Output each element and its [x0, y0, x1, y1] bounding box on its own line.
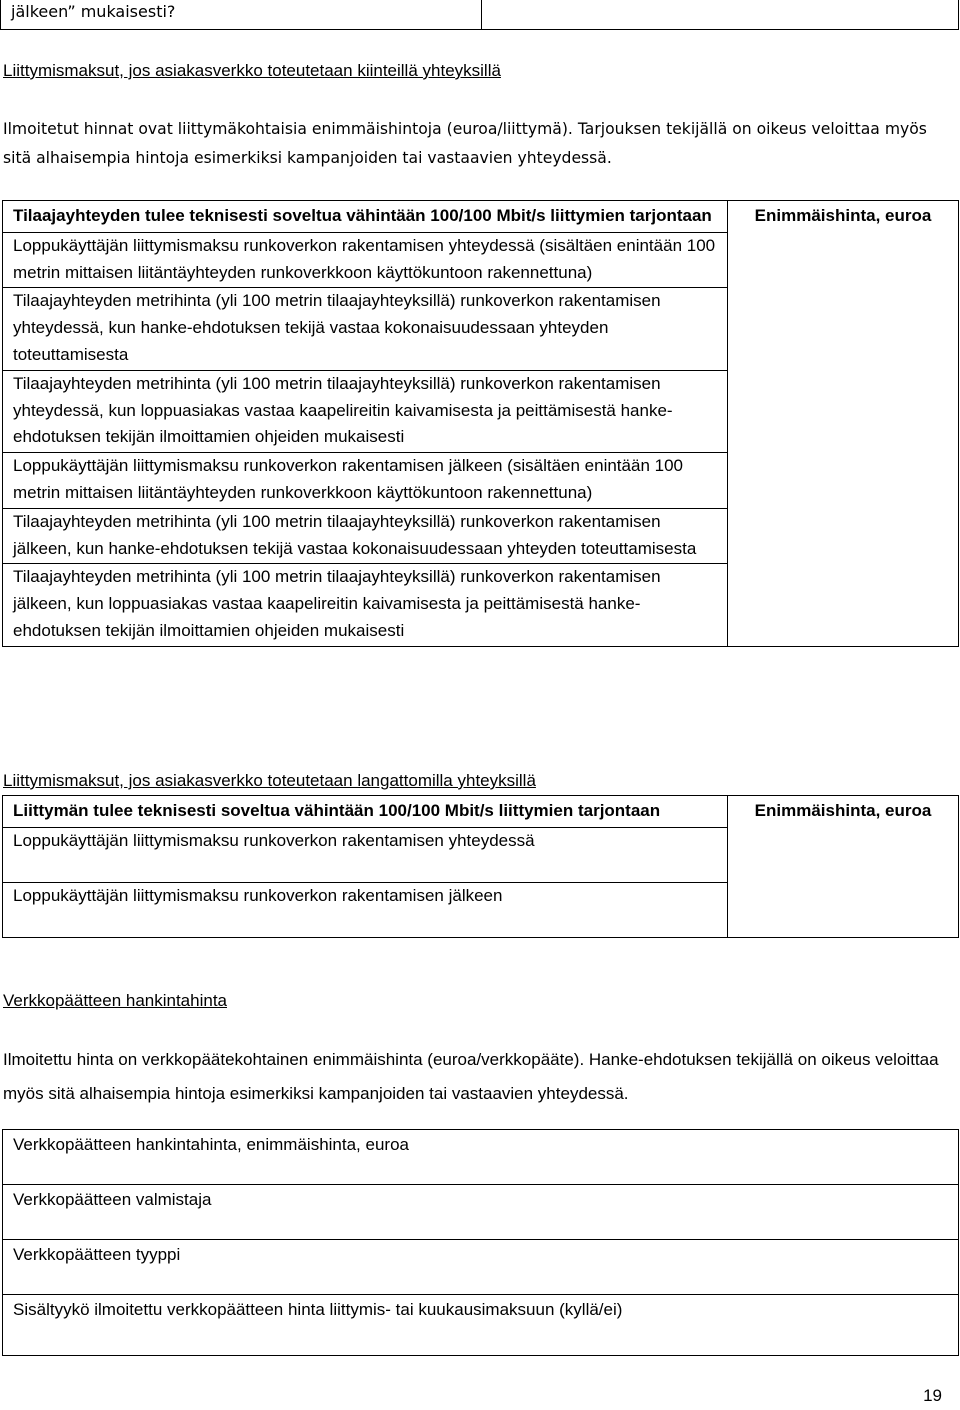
terminal-table-row: [3, 1130, 959, 1185]
wireless-row-label: Loppukäyttäjän liittymismaksu runkoverkon rakentamisen yhteydessä: [13, 830, 535, 850]
previous-table-fragment: [0, 0, 959, 30]
section-heading-terminal: Verkkopäätteen hankintahinta: [3, 991, 228, 1010]
terminal-table-row: [3, 1295, 959, 1356]
terminal-table-row: [3, 1185, 959, 1240]
fixed-price-column: [728, 201, 959, 647]
fixed-row-label: Tilaajayhteyden metrihinta (yli 100 metrin tilaajayhteyksillä) runkoverkon rakentamisen jälkeen, kun loppuasiakas vastaa kaapelireitin kaivamisesta ja peittämisestä hanke-ehdotuksen tekijän ilmoittamien ohjeiden mukaisesti: [13, 567, 661, 640]
fixed-connection-price-table: [2, 200, 959, 647]
fixed-row-label: Tilaajayhteyden metrihinta (yli 100 metrin tilaajayhteyksillä) runkoverkon rakentamisen jälkeen, kun hanke-ehdotuksen tekijä vastaa kokonaisuudessaan yhteyden toteuttamisesta: [13, 511, 697, 558]
terminal-row-label: Verkkopäätteen tyyppi: [13, 1245, 181, 1264]
wireless-table-header: [3, 796, 728, 828]
fixed-table-header: [3, 201, 728, 233]
fixed-table-row: [3, 564, 728, 646]
fixed-table-row: [3, 232, 728, 288]
page-number: 19: [923, 1386, 942, 1405]
wireless-price-column: [728, 796, 959, 938]
wireless-row-label: Loppukäyttäjän liittymismaksu runkoverkon rakentamisen jälkeen: [13, 885, 503, 905]
section-heading-fixed: Liittymismaksut, jos asiakasverkko toteutetaan kiinteillä yhteyksillä: [3, 61, 501, 80]
wireless-table-header-text: Liittymän tulee teknisesti soveltua vähintään 100/100 Mbit/s liittymien tarjontaan: [13, 801, 661, 820]
fixed-table-row: [3, 370, 728, 452]
terminal-row-label: Verkkopäätteen hankintahinta, enimmäishinta, euroa: [13, 1135, 409, 1154]
wireless-connection-price-table: [2, 795, 959, 938]
section-intro-fixed: Ilmoitetut hinnat ovat liittymäkohtaisia enimmäishintoja (euroa/liittymä). Tarjouksen tekijällä on oikeus veloittaa myös sitä alhaisempia hintoja esimerkiksi kampanjoiden tai vastaavien yhteydessä.: [3, 120, 927, 167]
terminal-row-label: Sisältyykö ilmoitettu verkkopäätteen hinta liittymis- tai kuukausimaksuun (kyllä/ei): [13, 1300, 623, 1319]
terminal-info-table: [2, 1129, 959, 1356]
section-heading-wireless: Liittymismaksut, jos asiakasverkko toteutetaan langattomilla yhteyksillä: [3, 771, 536, 790]
fixed-row-label: Loppukäyttäjän liittymismaksu runkoverkon rakentamisen jälkeen (sisältäen enintään 100 metrin mittaisen liitäntäyhteyden runkoverkkoon käyttökuntoon rakennettuna): [13, 456, 683, 502]
fixed-table-header-text: Tilaajayhteyden tulee teknisesti soveltua vähintään 100/100 Mbit/s liittymien tarjontaan: [13, 206, 712, 225]
terminal-table-row: [3, 1240, 959, 1295]
wireless-price-header-text: Enimmäishinta, euroa: [754, 801, 932, 820]
previous-question-text: jälkeen” mukaisesti?: [11, 2, 176, 21]
fixed-table-row: [3, 288, 728, 370]
section-intro-terminal: Ilmoitettu hinta on verkkopäätekohtainen enimmäishinta (euroa/verkkopääte). Hanke-ehdotuksen tekijällä on oikeus veloittaa myös sitä alhaisempia hintoja esimerkiksi kampanjoiden tai vastaavien yhteydessä.: [3, 1050, 939, 1103]
previous-table-cell: [1, 0, 482, 29]
fixed-table-row: [3, 508, 728, 564]
fixed-table-row: [3, 453, 728, 509]
fixed-row-label: Tilaajayhteyden metrihinta (yli 100 metrin tilaajayhteyksillä) runkoverkon rakentamisen yhteydessä, kun hanke-ehdotuksen tekijä vastaa kokonaisuudessaan yhteyden toteuttamisesta: [13, 291, 661, 364]
wireless-table-row: [3, 827, 728, 882]
fixed-row-label: Loppukäyttäjän liittymismaksu runkoverkon rakentamisen yhteydessä (sisältäen enintään 100 metrin mittaisen liitäntäyhteyden runkoverkkoon käyttökuntoon rakennettuna): [13, 235, 716, 282]
fixed-price-header-text: Enimmäishinta, euroa: [754, 206, 932, 225]
fixed-row-label: Tilaajayhteyden metrihinta (yli 100 metrin tilaajayhteyksillä) runkoverkon rakentamisen yhteydessä, kun loppuasiakas vastaa kaapelireitin kaivamisesta ja peittämisestä hanke-ehdotuksen tekijän ilmoittamien ohjeiden mukaisesti: [13, 373, 673, 447]
wireless-table-row: [3, 882, 728, 937]
terminal-row-label: Verkkopäätteen valmistaja: [13, 1190, 212, 1209]
previous-table-answer-cell: [482, 0, 959, 29]
